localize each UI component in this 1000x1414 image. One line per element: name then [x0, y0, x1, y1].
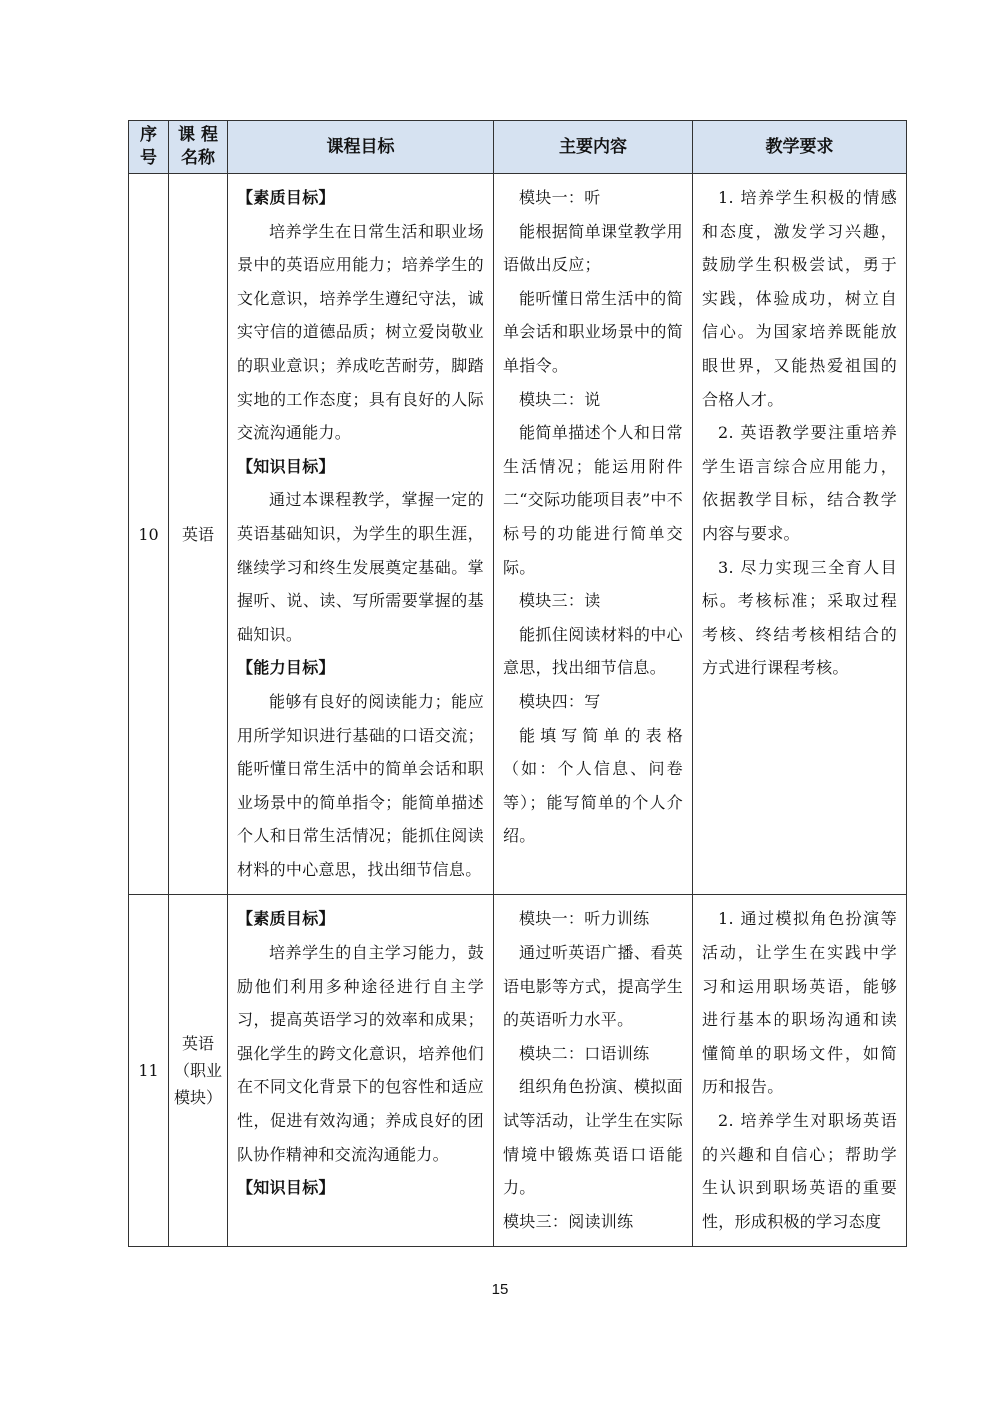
goal-heading: 【素质目标】 — [237, 909, 335, 929]
goal-heading: 【知识目标】 — [237, 1178, 335, 1198]
module-text: 通过听英语广播、看英语电影等方式，提高学生的英语听力水平。 — [503, 943, 683, 1030]
module-title: 模块一：听力训练 — [519, 909, 650, 929]
header-requirements: 教学要求 — [693, 121, 907, 174]
module-title: 模块四：写 — [519, 691, 601, 711]
requirement-text: 1. 培养学生积极的情感和态度，激发学习兴趣，鼓励学生积极尝试，勇于实践，体验成功，树立自信心。为国家培养既能放眼世界，又能热爱祖国的合格人才。 — [702, 188, 897, 409]
requirements-cell — [693, 895, 907, 1247]
goal-text: 能够有良好的阅读能力；能应用所学知识进行基础的口语交流；能听懂日常生活中的简单会话和职业场景中的简单指令；能简单描述个人和日常生活情况；能抓住阅读材料的中心意思，找出细节信息。 — [237, 691, 484, 879]
header-content: 主要内容 — [494, 121, 693, 174]
content-cell — [494, 174, 693, 895]
goal-text: 培养学生在日常生活和职业场景中的英语应用能力；培养学生的文化意识，培养学生遵纪守法，诚实守信的道德品质；树立爱岗敬业的职业意识；养成吃苦耐劳，脚踏实地的工作态度；具有良好的人际交流沟通能力。 — [237, 221, 484, 443]
requirement-text: 2. 培养学生对职场英语的兴趣和自信心；帮助学生认识到职场英语的重要性，形成积极的学习态度 — [702, 1111, 897, 1231]
module-text: 能填写简单的表格（如：个人信息、问卷等）；能写简单的个人介绍。 — [503, 725, 683, 846]
goal-text: 培养学生的自主学习能力，鼓励他们利用多种途径进行自主学习，提高英语学习的效率和成果；强化学生的跨文化意识，培养他们在不同文化背景下的包容性和适应性，促进有效沟通；养成良好的团队协作精神和交流沟通能力。 — [237, 943, 484, 1164]
table-header-row — [129, 121, 907, 174]
course-table — [128, 120, 907, 1247]
row-num: 10 — [129, 174, 169, 895]
module-title: 模块三：读 — [519, 591, 601, 611]
table-row — [129, 895, 907, 1247]
module-title: 模块一：听 — [519, 188, 601, 207]
row-num: 11 — [129, 895, 169, 1247]
course-name: 英语（职业模块） — [169, 895, 228, 1247]
goal-heading: 【知识目标】 — [237, 456, 335, 476]
content-cell — [494, 895, 693, 1247]
requirement-text: 1. 通过模拟角色扮演等活动，让学生在实践中学习和运用职场英语，能够进行基本的职场沟通和读懂简单的职场文件，如简历和报告。 — [702, 909, 897, 1097]
goals-cell — [228, 895, 494, 1247]
module-text: 能根据简单课堂教学用语做出反应； — [503, 221, 683, 275]
table-row — [129, 174, 907, 895]
module-title: 模块二：口语训练 — [519, 1043, 650, 1063]
module-text: 组织角色扮演、模拟面试等活动，让学生在实际情境中锻炼英语口语能力。 — [503, 1077, 683, 1198]
header-num: 序号 — [129, 121, 169, 174]
header-name: 课 程 名称 — [169, 121, 228, 174]
goal-heading: 【能力目标】 — [237, 658, 335, 678]
course-name: 英语 — [169, 174, 228, 895]
page-number: 15 — [491, 1281, 509, 1298]
header-goals: 课程目标 — [228, 121, 494, 174]
module-text: 能简单描述个人和日常生活情况；能运用附件二“交际功能项目表”中不标号的功能进行简单交际。 — [503, 423, 683, 577]
requirements-cell — [693, 174, 907, 895]
goal-heading: 【素质目标】 — [237, 188, 335, 207]
module-title: 模块二：说 — [519, 389, 601, 409]
requirement-text: 2. 英语教学要注重培养学生语言综合应用能力，依据教学目标，结合教学内容与要求。 — [702, 423, 897, 543]
requirement-text: 3. 尽力实现三全育人目标。考核标准；采取过程考核、终结考核相结合的方式进行课程考核。 — [702, 557, 897, 678]
module-title: 模块三：阅读训练 — [503, 1211, 634, 1231]
goal-text: 通过本课程教学，掌握一定的英语基础知识，为学生的职生涯，继续学习和终生发展奠定基础。掌握听、说、读、写所需要掌握的基础知识。 — [237, 490, 484, 644]
goals-cell — [228, 174, 494, 895]
module-text: 能抓住阅读材料的中心意思，找出细节信息。 — [503, 624, 683, 678]
module-text: 能听懂日常生活中的简单会话和职业场景中的简单指令。 — [503, 288, 683, 375]
